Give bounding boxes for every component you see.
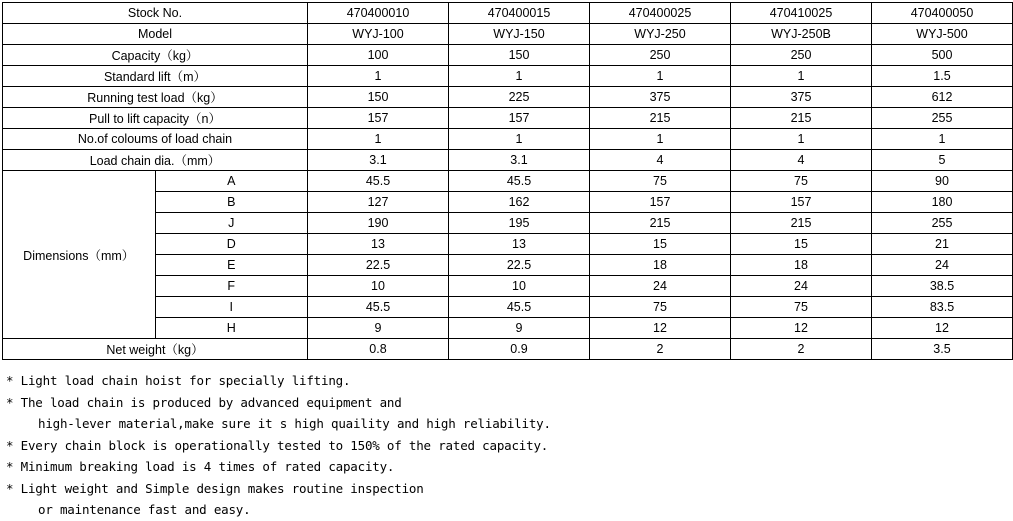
cell-value: WYJ-100: [308, 24, 449, 45]
cell-value: 500: [872, 45, 1013, 66]
cell-value: 2: [731, 339, 872, 360]
dimension-key: A: [155, 171, 308, 192]
cell-value: 3.1: [308, 150, 449, 171]
cell-value: 215: [590, 108, 731, 129]
table-row: [3, 3, 1013, 24]
table-row: [3, 129, 1013, 150]
cell-value: 1: [308, 66, 449, 87]
cell-value: 162: [449, 192, 590, 213]
row-label: Standard lift（m）: [3, 66, 308, 87]
cell-value: 13: [308, 234, 449, 255]
row-label: No.of coloums of load chain: [3, 129, 308, 150]
cell-value: 215: [590, 213, 731, 234]
table-row-net-weight: [3, 339, 1013, 360]
cell-value: 1: [590, 66, 731, 87]
note-item: high-lever material,make sure it s high quaility and high reliability.: [38, 416, 551, 431]
table-row: [3, 45, 1013, 66]
dimension-key: I: [155, 297, 308, 318]
cell-value: 470410025: [731, 3, 872, 24]
cell-value: 612: [872, 87, 1013, 108]
cell-value: 75: [731, 297, 872, 318]
cell-value: 470400025: [590, 3, 731, 24]
table-row: [3, 24, 1013, 45]
cell-value: 157: [731, 192, 872, 213]
cell-value: 83.5: [872, 297, 1013, 318]
cell-value: 12: [731, 318, 872, 339]
cell-value: 1: [590, 129, 731, 150]
specification-page: [0, 2, 1013, 517]
cell-value: 3.1: [449, 150, 590, 171]
cell-value: 10: [308, 276, 449, 297]
table-body: [3, 3, 1013, 360]
cell-value: 24: [872, 255, 1013, 276]
note-item: * Light load chain hoist for specially lifting.: [6, 373, 351, 388]
cell-value: 21: [872, 234, 1013, 255]
cell-value: 2: [590, 339, 731, 360]
table-row: [3, 66, 1013, 87]
cell-value: 195: [449, 213, 590, 234]
table-row-dimensions: [3, 171, 1013, 192]
note-item: * Light weight and Simple design makes routine inspection: [6, 480, 424, 496]
cell-value: 5: [872, 150, 1013, 171]
cell-value: 157: [449, 108, 590, 129]
cell-value: 157: [590, 192, 731, 213]
cell-value: 470400015: [449, 3, 590, 24]
dimension-key: J: [155, 213, 308, 234]
cell-value: 24: [731, 276, 872, 297]
cell-value: 22.5: [449, 255, 590, 276]
dimension-key: E: [155, 255, 308, 276]
cell-value: 10: [449, 276, 590, 297]
row-label: Running test load（kg）: [3, 87, 308, 108]
notes-list: [6, 370, 1013, 521]
note-item: or maintenance fast and easy.: [38, 502, 251, 517]
cell-value: 75: [590, 297, 731, 318]
cell-value: 45.5: [308, 297, 449, 318]
cell-value: 470400050: [872, 3, 1013, 24]
row-label: Capacity（kg）: [3, 45, 308, 66]
cell-value: 1: [449, 129, 590, 150]
dimension-key: H: [155, 318, 308, 339]
cell-value: WYJ-250B: [731, 24, 872, 45]
cell-value: 470400010: [308, 3, 449, 24]
cell-value: 12: [872, 318, 1013, 339]
dimension-key: D: [155, 234, 308, 255]
cell-value: 13: [449, 234, 590, 255]
cell-value: 1: [308, 129, 449, 150]
cell-value: 150: [308, 87, 449, 108]
row-label: Net weight（kg）: [3, 339, 308, 360]
cell-value: 18: [731, 255, 872, 276]
table-row: [3, 108, 1013, 129]
cell-value: 12: [590, 318, 731, 339]
cell-value: 0.9: [449, 339, 590, 360]
cell-value: 215: [731, 213, 872, 234]
row-label: Pull to lift capacity（n）: [3, 108, 308, 129]
cell-value: 157: [308, 108, 449, 129]
cell-value: 45.5: [449, 297, 590, 318]
cell-value: 90: [872, 171, 1013, 192]
cell-value: 215: [731, 108, 872, 129]
cell-value: 250: [731, 45, 872, 66]
row-label: Stock No.: [3, 3, 308, 24]
cell-value: 1: [731, 66, 872, 87]
dimension-key: F: [155, 276, 308, 297]
specification-table: [2, 2, 1013, 360]
cell-value: 75: [731, 171, 872, 192]
cell-value: 45.5: [449, 171, 590, 192]
cell-value: WYJ-250: [590, 24, 731, 45]
cell-value: 375: [731, 87, 872, 108]
cell-value: 24: [590, 276, 731, 297]
cell-value: 4: [590, 150, 731, 171]
cell-value: 0.8: [308, 339, 449, 360]
cell-value: 180: [872, 192, 1013, 213]
note-item: * The load chain is produced by advanced equipment and: [6, 394, 402, 410]
cell-value: 22.5: [308, 255, 449, 276]
cell-value: 127: [308, 192, 449, 213]
cell-value: 250: [590, 45, 731, 66]
cell-value: 1: [731, 129, 872, 150]
cell-value: WYJ-150: [449, 24, 590, 45]
cell-value: 150: [449, 45, 590, 66]
table-row: [3, 87, 1013, 108]
cell-value: 9: [449, 318, 590, 339]
cell-value: 225: [449, 87, 590, 108]
cell-value: 15: [731, 234, 872, 255]
cell-value: 9: [308, 318, 449, 339]
note-item: * Minimum breaking load is 4 times of rated capacity.: [6, 459, 395, 474]
cell-value: 100: [308, 45, 449, 66]
dimension-key: B: [155, 192, 308, 213]
cell-value: WYJ-500: [872, 24, 1013, 45]
cell-value: 15: [590, 234, 731, 255]
cell-value: 375: [590, 87, 731, 108]
row-label: Load chain dia.（mm）: [3, 150, 308, 171]
cell-value: 45.5: [308, 171, 449, 192]
cell-value: 190: [308, 213, 449, 234]
cell-value: 18: [590, 255, 731, 276]
cell-value: 1.5: [872, 66, 1013, 87]
table-row: [3, 150, 1013, 171]
dimensions-label: Dimensions（mm）: [3, 171, 156, 339]
cell-value: 255: [872, 213, 1013, 234]
note-item: * Every chain block is operationally tested to 150% of the rated capacity.: [6, 437, 549, 453]
cell-value: 4: [731, 150, 872, 171]
cell-value: 1: [872, 129, 1013, 150]
cell-value: 3.5: [872, 339, 1013, 360]
cell-value: 1: [449, 66, 590, 87]
cell-value: 255: [872, 108, 1013, 129]
row-label: Model: [3, 24, 308, 45]
cell-value: 38.5: [872, 276, 1013, 297]
cell-value: 75: [590, 171, 731, 192]
